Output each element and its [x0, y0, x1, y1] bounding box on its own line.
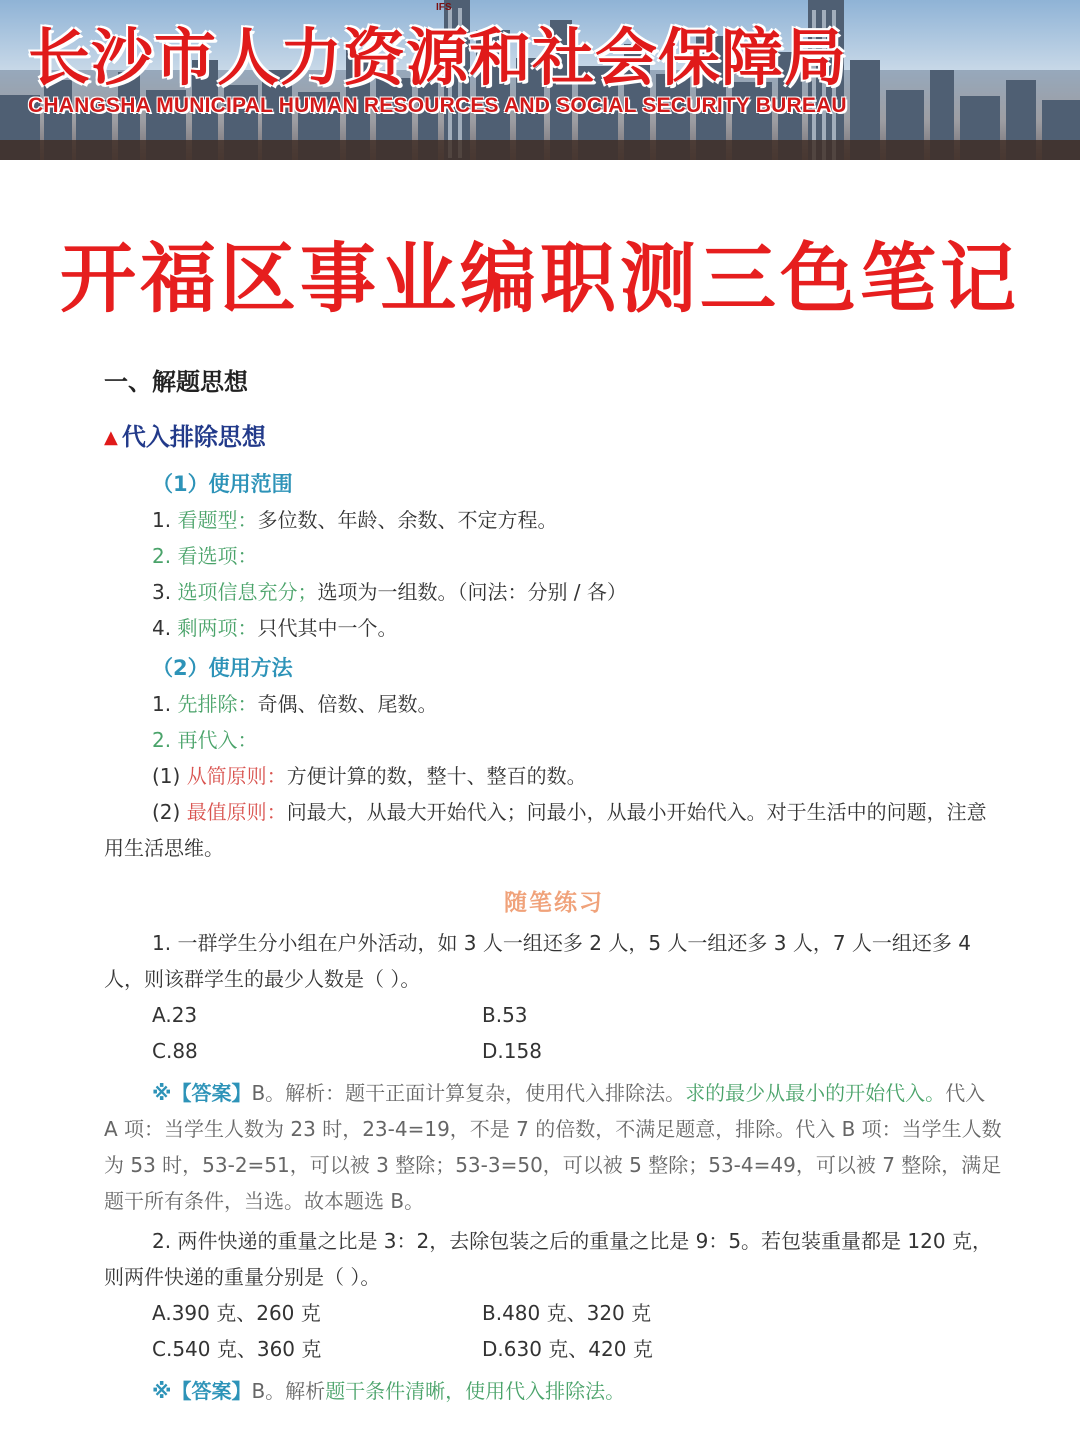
notes-content [104, 362, 1004, 1413]
item-number: 3. [152, 580, 178, 604]
option-d: D.158 [482, 1039, 542, 1063]
method-step: 2. 再代入： [152, 728, 258, 752]
answer-highlight: 求的最少从最小的开始代入。 [685, 1081, 946, 1105]
tower-sign-text: IFS [436, 2, 452, 13]
bureau-name-cn: 长沙市人力资源和社会保障局 [28, 21, 848, 94]
rule-text: 方便计算的数，整十、整百的数。 [286, 764, 587, 788]
method-rule [152, 758, 1004, 794]
triangle-icon: ▲ [104, 427, 118, 448]
bureau-name-en: CHANGSHA MUNICIPAL HUMAN RESOURCES AND SOCIAL SECURITY BUREAU [28, 94, 847, 117]
question-1-answer [104, 1075, 1004, 1219]
item-number: 1. [152, 508, 178, 532]
option-a: A.23 [152, 1003, 198, 1027]
item-text: 只代其中一个。 [257, 616, 398, 640]
section-heading: 一、解题思想 [104, 368, 248, 396]
option-c: C.88 [152, 1039, 198, 1063]
range-item [152, 538, 1004, 574]
method-step [152, 686, 1004, 722]
range-block [104, 466, 1004, 794]
answer-text: B。解析：题干正面计算复杂，使用代入排除法。 [251, 1081, 686, 1105]
range-item [152, 610, 1004, 646]
range-item [152, 502, 1004, 538]
question-1-options [104, 997, 1004, 1069]
rule-number: (2) [152, 800, 187, 824]
answer-text: 代入 A 项：当学生人数为 23 时，23-4=19，不是 7 的倍数，不满足题意，排除。代入 B 项：当学生人数为 53 时，53-2=51，可以被 3 整除；53-3=50，可以被 5 整除；53-4=49，可以被 7 整除，满足题干所有条件，当选。故本题选 B。 [104, 1081, 1002, 1213]
item-label: 看题型： [177, 508, 258, 532]
option-c: C.540 克、360 克 [152, 1337, 322, 1361]
question-2-options [104, 1295, 1004, 1367]
step-label: 先排除： [177, 692, 258, 716]
method-heading: （2）使用方法 [152, 656, 293, 680]
item-label: 选项信息充分； [177, 580, 318, 604]
sub-heading-text: 代入排除思想 [121, 423, 266, 451]
question-1: 1. 一群学生分小组在户外活动，如 3 人一组还多 2 人，5 人一组还多 3 人，7 人一组还多 4 人，则该群学生的最少人数是（ ）。 [104, 931, 972, 991]
range-item [152, 574, 1004, 610]
step-text: 奇偶、倍数、尾数。 [257, 692, 438, 716]
question-2-answer [104, 1373, 1004, 1409]
header-banner [0, 0, 1080, 160]
item-text: 选项为一组数。（问法：分别 / 各） [317, 580, 627, 604]
item-number: 4. [152, 616, 178, 640]
answer-tag: ※【答案】 [152, 1081, 252, 1105]
page-title: 开福区事业编职测三色笔记 [60, 234, 1020, 323]
option-d: D.630 克、420 克 [482, 1337, 653, 1361]
answer-highlight: 题干条件清晰，使用代入排除法。 [325, 1379, 626, 1403]
item-text: 多位数、年龄、余数、不定方程。 [257, 508, 558, 532]
rule-number: (1) [152, 764, 187, 788]
option-a: A.390 克、260 克 [152, 1301, 321, 1325]
rule-label: 最值原则： [186, 800, 287, 824]
item-label: 看选项： [177, 544, 258, 568]
rule-text: 问最大，从最大开始代入；问最小，从最小开始代入。对于生活中的问题，注意用生活思维。 [104, 800, 987, 860]
item-label: 剩两项： [177, 616, 258, 640]
option-b: B.480 克、320 克 [482, 1301, 652, 1325]
question-2: 2. 两件快递的重量之比是 3：2，去除包装之后的重量之比是 9：5。若包装重量都是 120 克，则两件快递的重量分别是（ ）。 [104, 1229, 992, 1289]
option-b: B.53 [482, 1003, 528, 1027]
step-number: 1. [152, 692, 178, 716]
item-number: 2. [152, 544, 178, 568]
sub-heading [104, 417, 1004, 452]
answer-text: B。解析 [251, 1379, 326, 1403]
method-rule [104, 794, 1004, 866]
range-heading: （1）使用范围 [152, 472, 293, 496]
rule-label: 从简原则： [186, 764, 287, 788]
practice-title: 随笔练习 [504, 890, 604, 916]
answer-tag: ※【答案】 [152, 1379, 252, 1403]
